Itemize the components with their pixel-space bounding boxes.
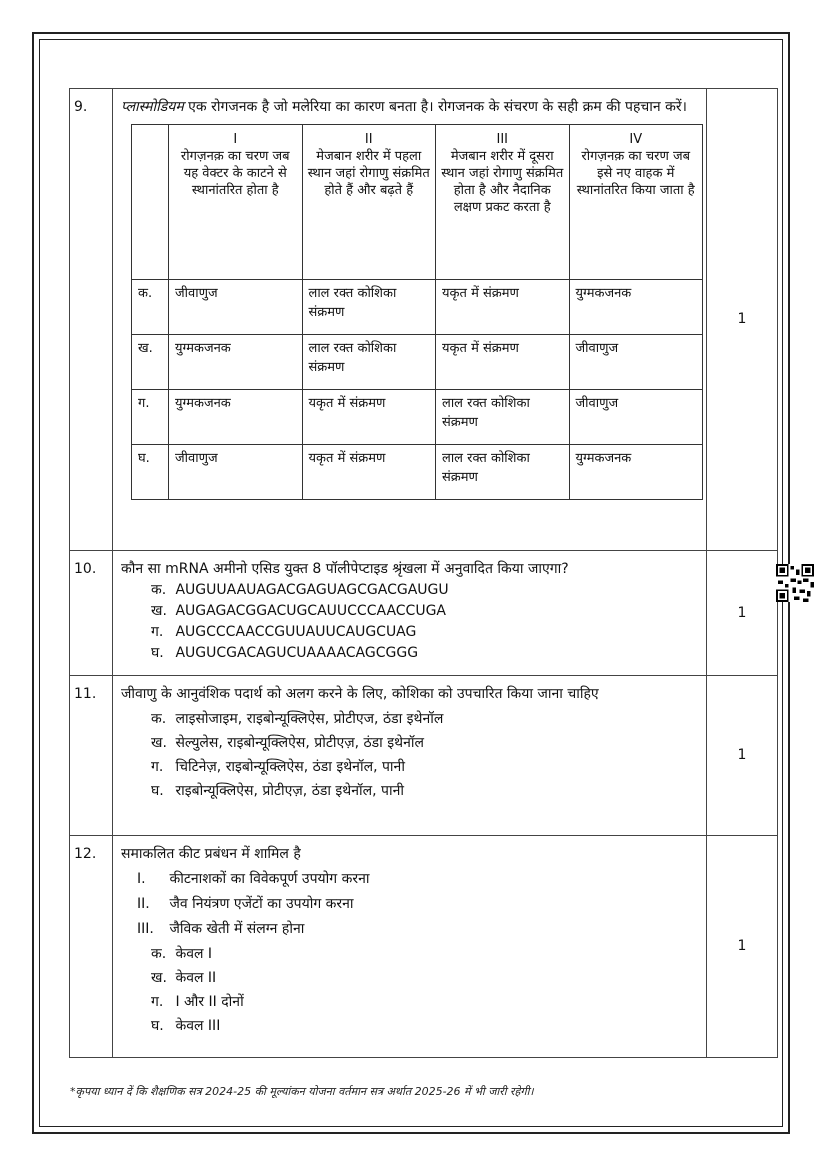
table-cell: युग्मकजनक [569, 445, 703, 500]
option: घ. AUGUCGACAGUCUAAAACAGCGGG [151, 645, 419, 661]
marks-cell: 1 [707, 676, 778, 836]
question-body [113, 551, 707, 676]
question-stem: समाकलित कीट प्रबंधन में शामिल है [121, 846, 301, 862]
option-label: ख. [132, 335, 169, 390]
option-label: घ. [132, 445, 169, 500]
table-cell: लाल रक्त कोशिका संक्रमण [436, 390, 570, 445]
question-table [69, 88, 778, 1058]
inner-header-cell: II मेजबान शरीर में पहला स्थान जहां रोगाणु संक्रमित होते हैं और बढ़ते हैं [302, 125, 436, 280]
option: ख. केवल II [151, 970, 217, 986]
inner-header-row [132, 125, 703, 280]
statement: I. कीटनाशकों का विवेकपूर्ण उपयोग करना [137, 871, 370, 887]
inner-data-row [132, 335, 703, 390]
question-stem: जीवाणु के आनुवंशिक पदार्थ को अलग करने के लिए, कोशिका को उपचारित किया जाना चाहिए [121, 686, 599, 702]
marks-cell: 1 [707, 836, 778, 1058]
option-label: ग. [132, 390, 169, 445]
inner-header-cell: III मेजबान शरीर में दूसरा स्थान जहां रोगाणु संक्रमित होता है और नैदानिक लक्षण प्रकट करता है [436, 125, 570, 280]
marks-cell: 1 [707, 89, 778, 551]
table-cell: लाल रक्त कोशिका संक्रमण [302, 280, 436, 335]
table-cell: यकृत में संक्रमण [436, 335, 570, 390]
question-number: 11. [70, 676, 113, 836]
table-cell: युग्मकजनक [169, 390, 303, 445]
table-cell: लाल रक्त कोशिका संक्रमण [436, 445, 570, 500]
footnote: *कृपया ध्यान दें कि शैक्षणिक सत्र 2024-25 की मूल्यांकन योजना वर्तमान सत्र अर्थात 2025-26 में भी जारी रहेगी। [70, 1085, 534, 1098]
question-row [70, 676, 778, 836]
option: ख. AUGAGACGGACUGCAUUCCCAACCUGA [151, 603, 447, 619]
table-cell: यकृत में संक्रमण [302, 445, 436, 500]
table-cell: युग्मकजनक [169, 335, 303, 390]
table-cell: यकृत में संक्रमण [302, 390, 436, 445]
table-cell: जीवाणुज [169, 445, 303, 500]
option: क. केवल I [151, 946, 213, 962]
question-number: 12. [70, 836, 113, 1058]
statement: II. जैव नियंत्रण एजेंटों का उपयोग करना [137, 896, 354, 912]
inner-data-row [132, 445, 703, 500]
option: ग. I और II दोनों [151, 994, 244, 1010]
option: ग. चिटिनेज़, राइबोन्यूक्लिऐस, ठंडा इथेनॉल, पानी [151, 759, 405, 775]
option: क. लाइसोजाइम, राइबोन्यूक्लिऐस, प्रोटीएज, ठंडा इथेनॉल [151, 711, 444, 727]
question-stem: कौन सा mRNA अमीनो एसिड युक्त 8 पॉलीपेप्टाइड श्रृंखला में अनुवादित किया जाएगा? [121, 561, 569, 577]
question-body [113, 89, 707, 551]
table-cell: जीवाणुज [569, 335, 703, 390]
table-cell: जीवाणुज [569, 390, 703, 445]
question-row [70, 836, 778, 1058]
table-cell: यकृत में संक्रमण [436, 280, 570, 335]
question-body [113, 676, 707, 836]
inner-header-cell: IV रोगज़नक़ का चरण जब इसे नए वाहक में स्थानांतरित किया जाता है [569, 125, 703, 280]
option: ग. AUGCCCAACCGUUAUUCAUGCUAG [151, 624, 417, 640]
inner-data-row [132, 390, 703, 445]
statement: III. जैविक खेती में संलग्न होना [137, 921, 305, 937]
question-row [70, 89, 778, 551]
option: घ. राइबोन्यूक्लिऐस, प्रोटीएज़, ठंडा इथेनॉल, पानी [151, 783, 404, 799]
inner-header-cell: I रोगज़नक़ का चरण जब यह वेक्टर के काटने से स्थानांतरित होता है [169, 125, 303, 280]
question-stem: प्लास्मोडियम एक रोगजनक है जो मलेरिया का कारण बनता है। रोगजनक के संचरण के सही क्रम की पहचान करें। [121, 99, 687, 115]
option: घ. केवल III [151, 1018, 221, 1034]
option: ख. सेल्युलेस, राइबोन्यूक्लिऐस, प्रोटीएज़, ठंडा इथेनॉल [151, 735, 424, 751]
question-row [70, 551, 778, 676]
qr-code-icon [776, 564, 814, 602]
table-cell: युग्मकजनक [569, 280, 703, 335]
table-cell: लाल रक्त कोशिका संक्रमण [302, 335, 436, 390]
question-number: 9. [70, 89, 113, 551]
malaria-transmission-table [131, 124, 703, 500]
marks-cell: 1 [707, 551, 778, 676]
question-body [113, 836, 707, 1058]
inner-corner-cell [132, 125, 169, 280]
question-number: 10. [70, 551, 113, 676]
option-label: क. [132, 280, 169, 335]
option: क. AUGUUAAUAGACGAGUAGCGACGAUGU [151, 582, 449, 598]
table-cell: जीवाणुज [169, 280, 303, 335]
inner-data-row [132, 280, 703, 335]
